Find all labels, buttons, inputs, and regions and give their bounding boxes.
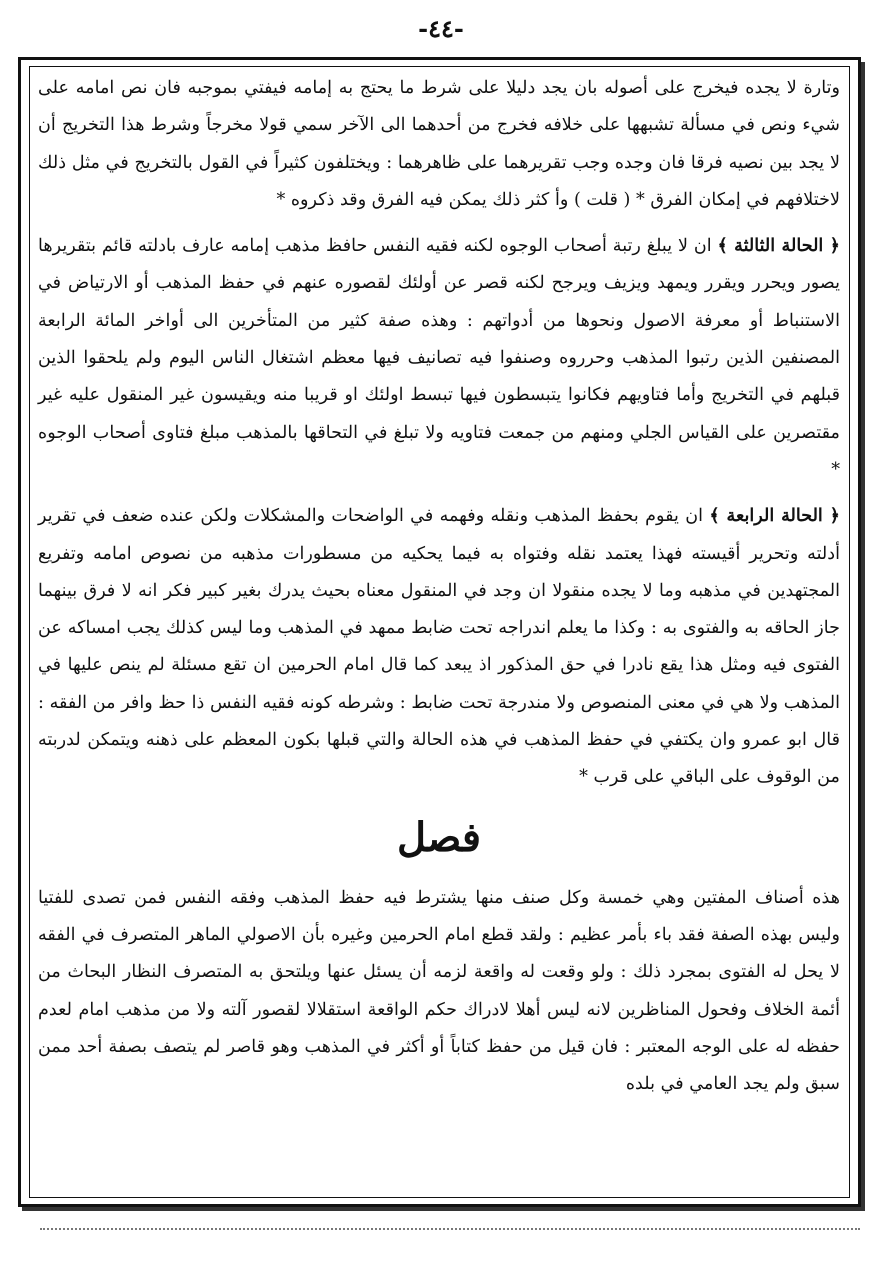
fourth-state-text: ان يقوم بحفظ المذهب ونقله وفهمه في الواضحات والمشكلات ولكن عنده ضعف في تقرير أدلته وتحرير أقيسته فهذا يعتمد نقله وفتواه به فيما يحكيه من مسطورات مذهبه من نصوص امامه وتفريع المجتهدين في مذهبه وما لا يجده منقولا ان وجد في المنقول معناه بحيث يدرك بغير كبير فكر انه لا فرق بينهما جاز الحاقه به والفتوى به : وكذا ما يعلم اندراجه تحت ضابط ممهد في المذهب وما ليس كذلك يجب امساكه عن الفتوى فيه ومثل هذا يقع نادرا في حق المذكور اذ يبعد كما قال امام الحرمين ان تقع مسئلة لم ينص عليها في المذهب ولا هي في معنى المنصوص ولا مندرجة تحت ضابط : وشرطه كونه فقيه النفس ذا حظ وافر من الفقه : قال ابو عمرو وان يكتفي في حفظ المذهب في هذه الحالة والتي قبلها بكون المعظم على ذهنه ويتمكن لدربته من الوقوف على الباقي على قرب * (38, 506, 840, 788)
third-state-heading: ﴿ الحالة الثالثة ﴾ (717, 235, 840, 257)
paragraph-gap (38, 489, 840, 497)
paragraph-third-state (38, 227, 840, 489)
paragraph-fourth-state (38, 497, 840, 796)
third-state-text: ان لا يبلغ رتبة أصحاب الوجوه لكنه فقيه النفس حافظ مذهب إمامه عارف بادلته قائم بتقريرها يصور ويحرر ويقرر ويمهد ويزيف ويرجح لكنه قصر عن أولئك لقصوره عنهم في حفظ المذهب أو الارتياض في الاستنباط أو معرفة الاصول ونحوها من أدواتهم : وهذه صفة كثير من المتأخرين الى أواخر المائة الرابعة المصنفين الذين رتبوا المذهب وحرروه وصنفوا فيه تصانيف فيها معظم اشتغال الناس اليوم ولم يلحقوا الذين قبلهم في التخريج وأما فتاويهم فكانوا يتبسطون فيها تبسط اولئك او قريبا منه ويقيسون غير المنقول عليه غير مقتصرين على القياس الجلي ومنهم من جمعت فتاويه ولا تبلغ في التحاقها بالمذهب مبلغ فتاوى أصحاب الوجوه * (38, 236, 840, 480)
paragraph-opening: وتارة لا يجده فيخرج على أصوله بان يجد دليلا على شرط ما يحتج به إمامه فيفتي بموجبه فان نص امامه على شيء ونص في مسألة تشبهها على خلافه فخرج من أحدهما الى الآخر سمي قولا مخرجاً وشرط هذا التخريج أن لا يجد بين نصيه فرقا فان وجده وجب تقريرهما على ظاهرهما : ويختلفون كثيراً في القول بالتخريج في مثل ذلك لاختلافهم في إمكان الفرق * ( قلت ) وأ كثر ذلك يمكن فيه الفرق وقد ذكروه * (38, 78, 840, 210)
bottom-dotted-rule (40, 1228, 860, 1230)
paragraph-gap (38, 219, 840, 227)
fourth-state-heading: ﴿ الحالة الرابعة ﴾ (709, 505, 840, 527)
page-frame-shadow-bottom (22, 1207, 865, 1211)
page-number: -٤٤- (418, 14, 464, 43)
section-title: فصل (396, 813, 482, 861)
page-body (38, 70, 840, 1103)
paragraph-section-body: هذه أصناف المفتين وهي خمسة وكل صنف منها يشترط فيه حفظ المذهب وفقه النفس فمن تصدى للفتيا وليس بهذه الصفة فقد باء بأمر عظيم : ولقد قطع امام الحرمين وغيره بأن الاصولي الماهر المتصرف في الفقه لا يحل له الفتوى بمجرد ذلك : ولو وقعت له واقعة لزمه أن يسئل عنها ويلتحق به المتصرف النظار البحاث من أئمة الخلاف وفحول المناظرين لانه ليس أهلا لادراك حكم الواقعة استقلالا لقصور آلته ولا من مذهب امام لعدم حفظه له على الوجه المعتبر : فان قيل من حفظ كتاباً أو أكثر في المذهب وهو قاصر لم يتصف بصفة أحد ممن سبق ولم يجد العامي في بلده (38, 887, 840, 1095)
page-frame-shadow-right (861, 62, 865, 1210)
